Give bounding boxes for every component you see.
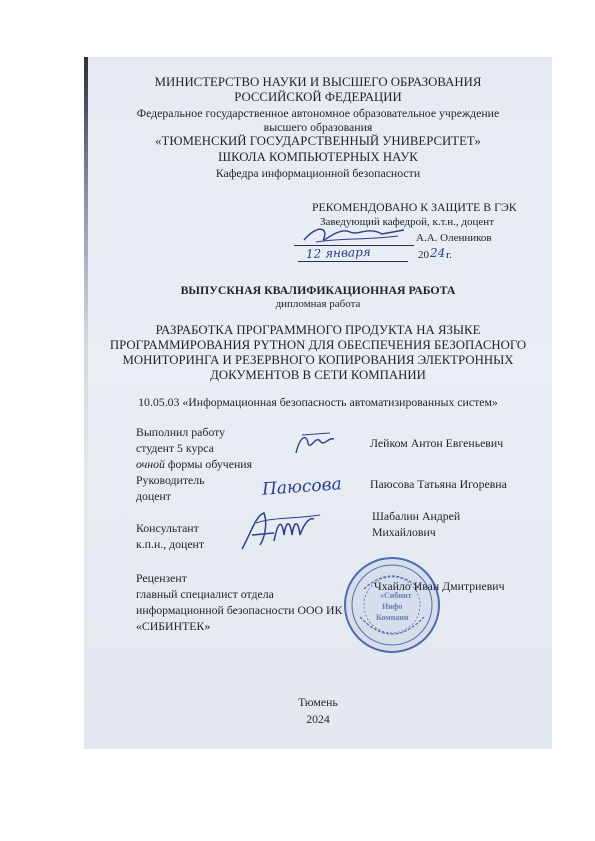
approval-position: Заведующий кафедрой, к.т.н., доцент xyxy=(320,216,494,228)
ministry-line-2: РОССИЙСКОЙ ФЕДЕРАЦИИ xyxy=(234,90,402,104)
topic-line-1: РАЗРАБОТКА ПРОГРАММНОГО ПРОДУКТА НА ЯЗЫКЕ xyxy=(155,323,481,337)
topic-line-3: МОНИТОРИНГА И РЕЗЕРВНОГО КОПИРОВАНИЯ ЭЛЕКТРОННЫХ xyxy=(122,353,514,367)
department-name: Кафедра информационной безопасности xyxy=(215,166,421,180)
approval-year-prefix: 20 xyxy=(418,249,429,261)
institution-type-line: Федеральное государственное автономное образовательное учреждение xyxy=(136,106,500,120)
supervisor-role-2: доцент xyxy=(136,489,171,503)
approval-title: РЕКОМЕНДОВАНО К ЗАЩИТЕ В ГЭК xyxy=(312,200,517,214)
author-role-1: Выполнил работу xyxy=(136,425,225,439)
author-name: Лейком Антон Евгеньевич xyxy=(370,436,504,450)
author-form-italic: очной xyxy=(136,457,165,471)
approval-year-handwritten: 24 xyxy=(430,246,446,260)
author-role-2: студент 5 курса xyxy=(136,441,214,455)
consultant-name-2: Михайлович xyxy=(372,525,436,539)
education-level-line: высшего образования xyxy=(263,120,373,134)
specialty: 10.05.03 «Информационная безопасность автоматизированных систем» xyxy=(138,395,498,409)
ministry-line-1: МИНИСТЕРСТВО НАУКИ И ВЫСШЕГО ОБРАЗОВАНИЯ xyxy=(154,75,482,89)
stamp-text-2: Инфо xyxy=(382,602,403,611)
consultant-role-1: Консультант xyxy=(136,521,199,535)
consultant-role-2: к.п.н., доцент xyxy=(136,537,205,551)
reviewer-name: Чхайло Иван Дмитриевич xyxy=(374,579,505,593)
author-form-rest: формы обучения xyxy=(164,457,252,471)
consultant-signature xyxy=(234,505,326,555)
head-of-department-signature xyxy=(298,220,410,248)
supervisor-name: Паюсова Татьяна Игоревна xyxy=(370,477,507,491)
approval-name: А.А. Оленников xyxy=(416,232,492,244)
stamp-text-3: Компани xyxy=(376,613,409,622)
topic-line-4: ДОКУМЕНТОВ В СЕТИ КОМПАНИИ xyxy=(210,368,426,382)
school-name: ШКОЛА КОМПЬЮТЕРНЫХ НАУК xyxy=(218,150,418,164)
city: Тюмень xyxy=(298,695,338,709)
university-name: «ТЮМЕНСКИЙ ГОСУДАРСТВЕННЫЙ УНИВЕРСИТЕТ» xyxy=(155,134,481,148)
author-signature xyxy=(290,429,338,459)
consultant-name-1: Шабалин Андрей xyxy=(372,509,461,523)
work-type: дипломная работа xyxy=(275,298,361,310)
supervisor-role-1: Руководитель xyxy=(136,473,205,487)
year: 2024 xyxy=(306,712,330,726)
company-stamp xyxy=(342,555,442,655)
supervisor-signature: Паюсова xyxy=(261,474,343,500)
approval-year-suffix: г. xyxy=(446,249,453,261)
reviewer-role-3: информационной безопасности ООО ИК xyxy=(136,603,343,617)
reviewer-role-1: Рецензент xyxy=(136,571,187,585)
document-photo xyxy=(84,57,552,749)
approval-date-handwritten: 12 января xyxy=(305,244,371,262)
reviewer-role-2: главный специалист отдела xyxy=(136,587,274,601)
work-title: ВЫПУСКНАЯ КВАЛИФИКАЦИОННАЯ РАБОТА xyxy=(180,283,456,297)
stamp-text-1: «Сибинт xyxy=(380,591,412,600)
reviewer-role-4: «СИБИНТЕК» xyxy=(136,619,211,633)
topic-line-2: ПРОГРАММИРОВАНИЯ PYTHON ДЛЯ ОБЕСПЕЧЕНИЯ БЕЗОПАСНОГО xyxy=(109,338,527,352)
author-form xyxy=(136,457,252,471)
